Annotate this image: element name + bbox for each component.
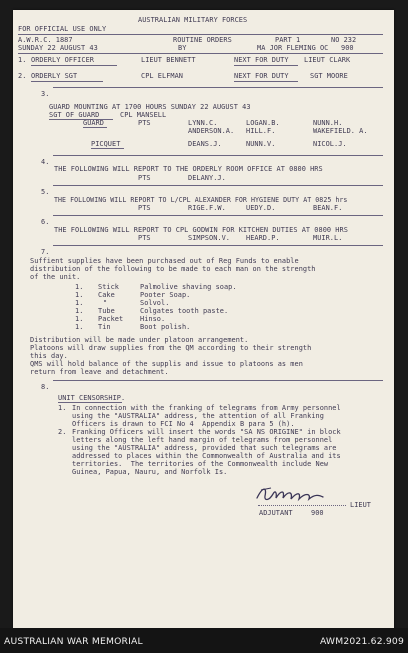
picquet-name: NUNN.V. (246, 140, 276, 148)
supplies-intro-line: distribution of the following to be made to each man on the strength (30, 265, 316, 273)
item-qty: 1. (75, 307, 84, 315)
hygiene-duty-instruction: THE FOLLOWING WILL REPORT TO L/CPL ALEXANDER FOR HYGIENE DUTY AT 0825 hrs (54, 196, 348, 204)
pts-label: PTS (138, 119, 151, 127)
censorship-text: letters along the left hand margin of telegrams from personnel (72, 436, 333, 444)
orderly-sgt-label: ORDERLY SGT (31, 72, 78, 80)
issue-time: 900 (341, 44, 354, 52)
issuing-officer: MA JOR FLEMING OC (257, 44, 329, 52)
item-name: Boot polish. (140, 323, 191, 331)
unit-code: A.W.R.C. 1887 (18, 36, 73, 44)
item-unit: Stick (98, 283, 119, 291)
guard-name: NUNN.H. (313, 119, 343, 127)
item-qty: 1. (75, 323, 84, 331)
by-label: BY (178, 44, 187, 52)
underline (83, 127, 107, 128)
divider (53, 87, 383, 88)
picquet-name: NICOL.J. (313, 140, 347, 148)
sgt-of-guard-label: SGT OF GUARD (49, 111, 100, 119)
duty-name: RIGE.F.W. (188, 204, 226, 212)
supplies-intro-line: Suffient supplies have been purchased out of Reg Funds to enable (30, 257, 299, 265)
document-page (13, 10, 394, 628)
pts-label: PTS (138, 234, 151, 242)
underline (91, 148, 124, 149)
signature-rank: LIEUT (350, 501, 371, 509)
duty-name: HEARD.P. (246, 234, 280, 242)
next-orderly-officer: LIEUT CLARK (304, 56, 351, 64)
pts-label: PTS (138, 174, 151, 182)
distribution-line: QMS will hold balance of the supplis and issue to platoons as men (30, 360, 303, 368)
picquet-label: PICQUET (91, 140, 121, 148)
censorship-text: using the "AUSTRALIA" address, provided that such telegrams are (72, 444, 337, 452)
item-unit: Tin (98, 323, 111, 331)
signature-role: ADJUTANT (259, 509, 293, 517)
censorship-text: Franking Officers will insert the words "SA NS ORIGINE" in block (72, 428, 341, 436)
underline (31, 81, 103, 82)
footer-bar (0, 628, 408, 653)
guard-name: HILL.F. (246, 127, 276, 135)
routine-orders-label: ROUTINE ORDERS (173, 36, 232, 44)
orderly-officer-name: LIEUT BENNETT (141, 56, 196, 64)
section-number: 1. (18, 56, 27, 64)
item-name: Pooter Soap. (140, 291, 191, 299)
orderly-room-instruction: THE FOLLOWING WILL REPORT TO THE ORDERLY ROOM OFFICE AT 0800 HRS (54, 165, 323, 173)
footer-accession-number: AWM2021.62.909 (319, 636, 404, 647)
guard-name: ANDERSON.A. (188, 127, 235, 135)
item-name: Hinso. (140, 315, 166, 323)
underline (234, 65, 298, 66)
supplies-intro-line: of the unit. (30, 273, 81, 281)
duty-name: SIMPSON.V. (188, 234, 230, 242)
duty-name: UEDY.D. (246, 204, 276, 212)
signature-line (258, 505, 346, 506)
censorship-text: using the "AUSTRALIA" address, the attention of all Franking (72, 412, 324, 420)
underline (58, 402, 122, 403)
official-use-label: FOR OFFICIAL USE ONLY (18, 25, 107, 33)
next-orderly-sgt: SGT MOORE (310, 72, 348, 80)
item-qty: 1. (75, 283, 84, 291)
paragraph-number: 1. (58, 404, 67, 412)
section-number: 7. (41, 248, 50, 256)
orderly-sgt-name: CPL ELFMAN (141, 72, 183, 80)
divider (53, 245, 383, 246)
distribution-line: Platoons will draw supplies from the QM according to their strength (30, 344, 312, 352)
divider (53, 155, 383, 156)
guard-label: GUARD (83, 119, 104, 127)
item-name: Solvol. (140, 299, 170, 307)
item-name: Palmolive shaving soap. (140, 283, 237, 291)
section-number: 6. (41, 218, 50, 226)
footer-institution: AUSTRALIAN WAR MEMORIAL (4, 636, 143, 647)
section-number: 4. (41, 158, 50, 166)
signature-time: 900 (311, 509, 324, 517)
divider (53, 185, 383, 186)
next-for-duty-label: NEXT FOR DUTY (234, 56, 289, 64)
item-unit: Tube (98, 307, 115, 315)
guard-name: LOGAN.B. (246, 119, 280, 127)
part-label: PART 1 (275, 36, 301, 44)
underline (31, 65, 117, 66)
guard-name: WAKEFIELD. A. (313, 127, 368, 135)
duty-name: BEAN.F. (313, 204, 343, 212)
item-qty: 1. (75, 299, 84, 307)
order-number: NO 232 (331, 36, 357, 44)
next-for-duty-label: NEXT FOR DUTY (234, 72, 289, 80)
censorship-text: In connection with the franking of telegrams from Army personnel (72, 404, 341, 412)
censorship-text: Guinea, Papua, Nauru, and Norfolk Is. (72, 468, 228, 476)
duty-name: DELANY.J. (188, 174, 226, 182)
pts-label: PTS (138, 204, 151, 212)
censorship-text: addressed to places within the Commonwealth of Australia and its (72, 452, 341, 460)
order-date: SUNDAY 22 AUGUST 43 (18, 44, 98, 52)
distribution-line: this day. (30, 352, 68, 360)
paragraph-number: 2. (58, 428, 67, 436)
section-number: 5. (41, 188, 50, 196)
item-qty: 1. (75, 315, 84, 323)
section-number: 8. (41, 383, 50, 391)
item-unit: Cake (98, 291, 115, 299)
handwritten-signature (253, 484, 353, 506)
distribution-line: return from leave and detachment. (30, 368, 169, 376)
section-number: 3. (41, 90, 50, 98)
divider (53, 380, 383, 381)
picquet-name: DEANS.J. (188, 140, 222, 148)
censorship-heading: UNIT CENSORSHIP. (58, 394, 126, 402)
divider (53, 215, 383, 216)
kitchen-duty-instruction: THE FOLLOWING WILL REPORT TO CPL GODWIN FOR KITCHEN DUTIES AT 0800 HRS (54, 226, 348, 234)
divider (18, 34, 383, 35)
censorship-text: territories. The territories of the Commonwealth include New (72, 460, 329, 468)
sgt-of-guard-name: CPL MANSELL (120, 111, 167, 119)
guard-name: LYNN.C. (188, 119, 218, 127)
force-title: AUSTRALIAN MILITARY FORCES (138, 16, 248, 24)
section-number: 2. (18, 72, 27, 80)
item-unit: " (103, 299, 108, 307)
censorship-text: Officers is drawn to FCI No 4 Appendix B para 5 (h). (72, 420, 295, 428)
distribution-line: Distribution will be made under platoon arrangement. (30, 336, 249, 344)
underline (234, 81, 298, 82)
orderly-officer-label: ORDERLY OFFICER (31, 56, 94, 64)
item-unit: Packet (98, 315, 124, 323)
duty-name: MUIR.L. (313, 234, 343, 242)
item-qty: 1. (75, 291, 84, 299)
guard-mounting-heading: GUARD MOUNTING AT 1700 HOURS SUNDAY 22 AUGUST 43 (49, 103, 251, 111)
item-name: Colgates tooth paste. (140, 307, 229, 315)
divider (18, 53, 383, 54)
